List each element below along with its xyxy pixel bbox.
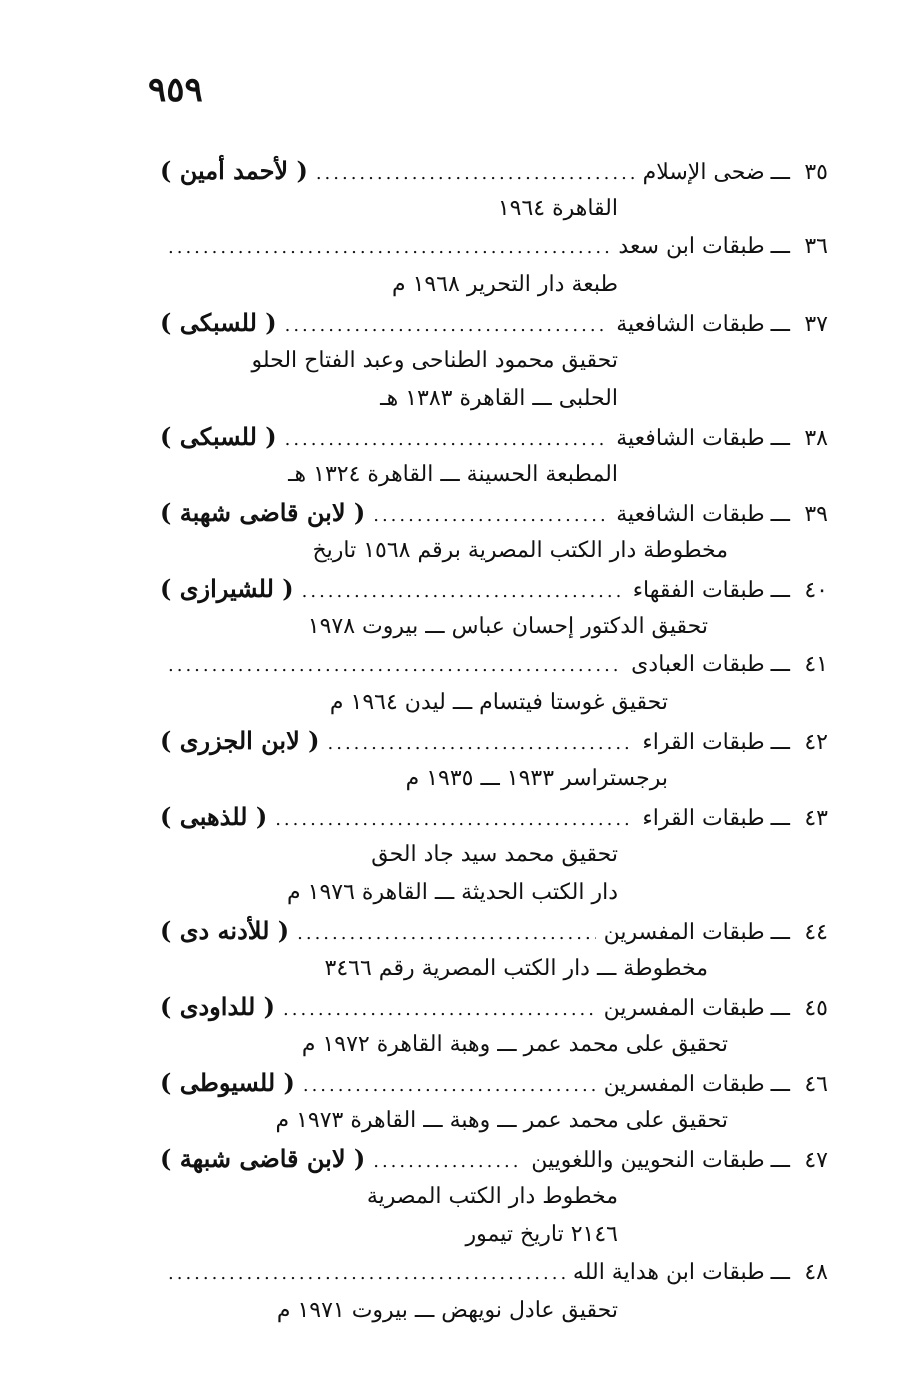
entry-title: طبقات الشافعية [616, 426, 765, 451]
dot-leader [168, 1255, 565, 1292]
entry-number: ٤٥ [804, 996, 828, 1021]
entry-detail: تحقيق محمد سيد جاد الحق [371, 842, 618, 867]
entry-number: ٤٨ [804, 1260, 828, 1285]
entry-number: ٤٦ [804, 1072, 828, 1097]
entry-detail: تحقيق الدكتور إحسان عباس ـــ بيروت ١٩٧٨ [307, 614, 708, 639]
dot-leader [373, 1143, 523, 1178]
entry-number: ٤٧ [804, 1148, 828, 1173]
entry-dash: ـــ [770, 426, 790, 451]
entry-author: ( للسبكى ) [160, 422, 277, 451]
entry-number: ٤٠ [804, 578, 828, 603]
dot-leader [297, 915, 596, 950]
entry-author: ( لابن قاضى شبهة ) [160, 1144, 366, 1173]
dot-leader [285, 421, 609, 456]
bibliography-entry [160, 494, 828, 532]
entry-title: طبقات القراء [642, 730, 765, 755]
entry-dash: ـــ [770, 996, 790, 1021]
entry-dash: ـــ [770, 806, 790, 831]
entry-title: طبقات الشافعية [616, 312, 765, 337]
entry-author: ( للذهبى ) [160, 802, 268, 831]
dot-leader [328, 725, 635, 760]
bibliography-entry [160, 570, 828, 608]
entry-detail: المطبعة الحسينة ـــ القاهرة ١٣٢٤ هـ [288, 462, 618, 487]
entry-dash: ـــ [770, 1072, 790, 1097]
entry-dash: ـــ [770, 1260, 790, 1285]
entry-number: ٤٤ [804, 920, 828, 945]
dot-leader [373, 497, 608, 532]
entry-number: ٣٥ [804, 160, 828, 185]
dot-leader [275, 801, 634, 836]
page-number: ٩٥٩ [148, 70, 203, 110]
entry-detail: مخطوط دار الكتب المصرية [366, 1184, 618, 1209]
entry-author: ( لابن الجزرى ) [160, 726, 320, 755]
entry-title: طبقات ابن سعد [618, 234, 765, 259]
dot-leader [285, 307, 609, 342]
bibliography-list [160, 152, 828, 1330]
entry-dash: ـــ [770, 1148, 790, 1173]
entry-dash: ـــ [770, 160, 790, 185]
entry-title: ضحى الإسلام [642, 160, 765, 185]
bibliography-entry [160, 646, 828, 684]
entry-title: طبقات الفقهاء [632, 578, 765, 603]
entry-number: ٣٦ [804, 234, 828, 259]
bibliography-entry [160, 418, 828, 456]
entry-detail: تحقيق غوستا فيتسام ـــ ليدن ١٩٦٤ م [329, 690, 668, 715]
entry-detail: تحقيق على محمد عمر ـــ وهبة القاهرة ١٩٧٢ م [301, 1032, 728, 1057]
entry-author: ( للشيرازى ) [160, 574, 294, 603]
entry-dash: ـــ [770, 730, 790, 755]
entry-detail: الحلبى ـــ القاهرة ١٣٨٣ هـ [380, 386, 618, 411]
dot-leader [168, 229, 610, 266]
entry-author: ( لأحمد أمين ) [160, 156, 308, 185]
entry-dash: ـــ [770, 652, 790, 677]
entry-detail: طبعة دار التحرير ١٩٦٨ م [391, 272, 618, 297]
bibliography-entry [160, 1064, 828, 1102]
entry-title: طبقات الشافعية [616, 502, 765, 527]
entry-title: طبقات العبادى [631, 652, 765, 677]
bibliography-entry [160, 798, 828, 836]
bibliography-entry [160, 1254, 828, 1292]
entry-detail: دار الكتب الحديثة ـــ القاهرة ١٩٧٦ م [287, 880, 618, 905]
entry-number: ٤٢ [804, 730, 828, 755]
entry-author: ( للأدنه دى ) [160, 916, 290, 945]
entry-detail: برجستراسر ١٩٣٣ ـــ ١٩٣٥ م [405, 766, 668, 791]
entry-number: ٣٩ [804, 502, 828, 527]
entry-title: طبقات ابن هداية الله [572, 1260, 765, 1285]
entry-dash: ـــ [770, 920, 790, 945]
dot-leader [303, 1067, 596, 1102]
entry-author: ( للسيوطى ) [160, 1068, 295, 1097]
entry-author: ( للداودى ) [160, 992, 276, 1021]
entry-detail: تحقيق على محمد عمر ـــ وهبة ـــ القاهرة ١٩٧٣ م [275, 1108, 728, 1133]
bibliography-entry [160, 1140, 828, 1178]
dot-leader [168, 647, 623, 684]
entry-number: ٤١ [804, 652, 828, 677]
entry-title: طبقات المفسرين [603, 920, 765, 945]
entry-number: ٣٧ [804, 312, 828, 337]
dot-leader [283, 991, 596, 1026]
entry-detail: القاهرة ١٩٦٤ [497, 196, 618, 221]
bibliography-entry [160, 912, 828, 950]
entry-author: ( لابن قاضى شهبة ) [160, 498, 366, 527]
entry-title: طبقات المفسرين [603, 1072, 765, 1097]
entry-detail: تحقيق محمود الطناحى وعبد الفتاح الحلو [251, 348, 618, 373]
entry-detail: مخطوطة ـــ دار الكتب المصرية رقم ٣٤٦٦ [324, 956, 708, 981]
entry-dash: ـــ [770, 234, 790, 259]
entry-dash: ـــ [770, 502, 790, 527]
entry-dash: ـــ [770, 578, 790, 603]
entry-detail: تحقيق عادل نويهض ـــ بيروت ١٩٧١ م [276, 1298, 618, 1323]
entry-detail: مخطوطة دار الكتب المصرية برقم ١٥٦٨ تاريخ [312, 538, 728, 563]
entry-detail: ٢١٤٦ تاريخ تيمور [465, 1222, 618, 1247]
entry-title: طبقات النحويين واللغويين [531, 1148, 765, 1173]
entry-number: ٤٣ [804, 806, 828, 831]
bibliography-entry [160, 304, 828, 342]
entry-number: ٣٨ [804, 426, 828, 451]
bibliography-entry [160, 988, 828, 1026]
bibliography-entry [160, 152, 828, 190]
dot-leader [302, 573, 625, 608]
dot-leader [316, 155, 635, 190]
entry-title: طبقات القراء [642, 806, 765, 831]
entry-title: طبقات المفسرين [603, 996, 765, 1021]
bibliography-entry [160, 722, 828, 760]
bibliography-entry [160, 228, 828, 266]
entry-author: ( للسبكى ) [160, 308, 277, 337]
entry-dash: ـــ [770, 312, 790, 337]
